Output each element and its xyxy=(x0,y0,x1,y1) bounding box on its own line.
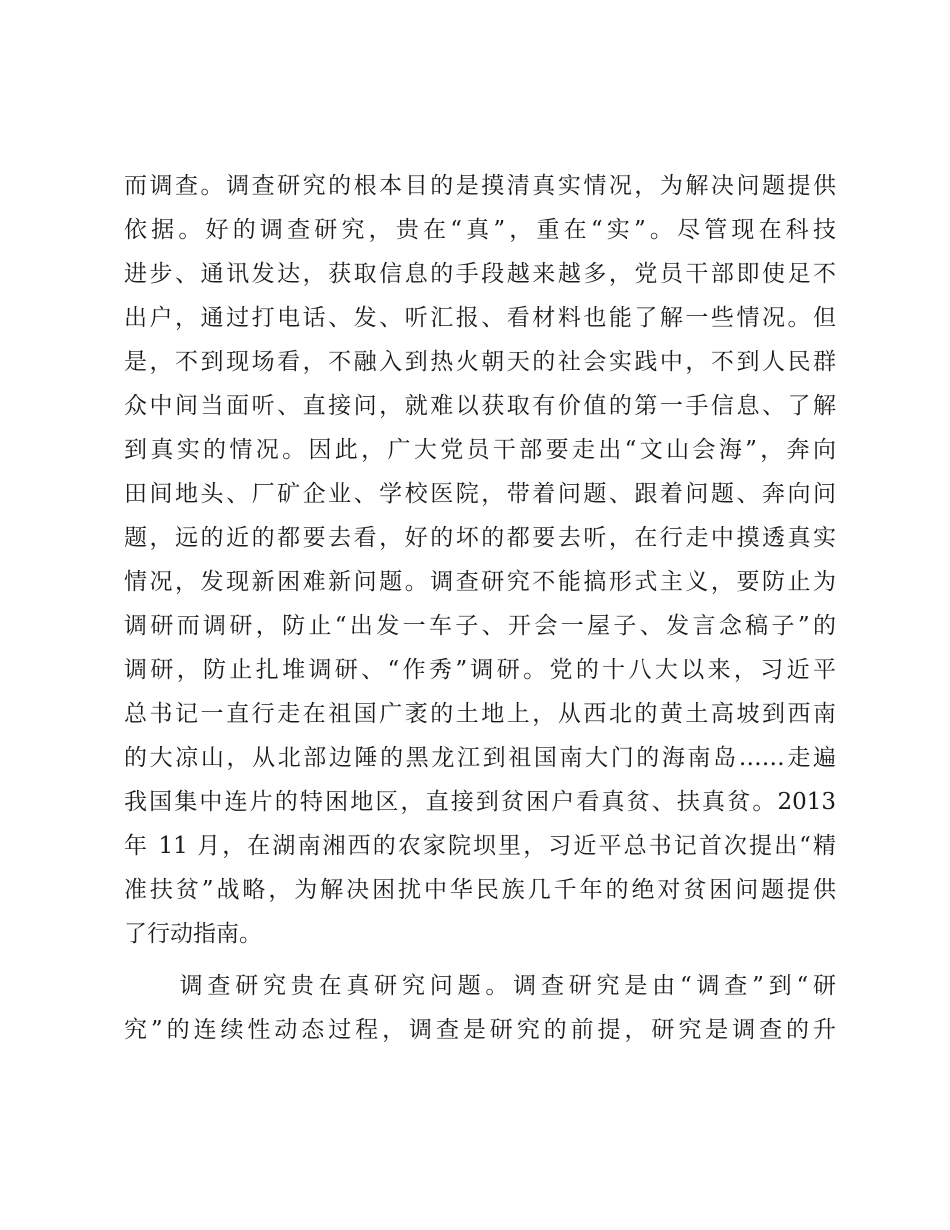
paragraph-line: 情况，发现新困难新问题。调查研究不能搞形式主义，要防止为 xyxy=(124,569,836,595)
paragraph-spacing xyxy=(124,956,836,964)
paragraph-line: 年 11 月，在湖南湘西的农家院坝里，习近平总书记首次提出“精 xyxy=(124,833,836,859)
paragraph-line: 总书记一直行走在祖国广袤的土地上，从西北的黄土高坡到西南 xyxy=(124,701,836,727)
paragraph-line: 田间地头、厂矿企业、学校医院，带着问题、跟着问题、奔向问 xyxy=(124,481,836,507)
paragraph-line: 调查研究贵在真研究问题。调查研究是由“调查”到“研 xyxy=(124,973,836,999)
paragraph-line: 准扶贫”战略，为解决困扰中华民族几千年的绝对贫困问题提供 xyxy=(124,877,836,903)
paragraph-1 xyxy=(124,164,836,956)
paragraph-line: 进步、通讯发达，获取信息的手段越来越多，党员干部即使足不 xyxy=(124,261,836,287)
paragraph-line: 出户，通过打电话、发、听汇报、看材料也能了解一些情况。但 xyxy=(124,305,836,331)
paragraph-line: 题，远的近的都要去看，好的坏的都要去听，在行走中摸透真实 xyxy=(124,525,836,551)
paragraph-line: 众中间当面听、直接问，就难以获取有价值的第一手信息、了解 xyxy=(124,393,836,419)
paragraph-line: 是，不到现场看，不融入到热火朝天的社会实践中，不到人民群 xyxy=(124,349,836,375)
paragraph-line: 调研，防止扎堆调研、“作秀”调研。党的十八大以来，习近平 xyxy=(124,657,836,683)
paragraph-2 xyxy=(124,964,836,1052)
paragraph-line: 依据。好的调查研究，贵在“真”，重在“实”。尽管现在科技 xyxy=(124,217,836,243)
paragraph-line: 到真实的情况。因此，广大党员干部要走出“文山会海”，奔向 xyxy=(124,437,836,463)
paragraph-line: 而调查。调查研究的根本目的是摸清真实情况，为解决问题提供 xyxy=(124,173,836,199)
document-body xyxy=(124,164,836,1052)
paragraph-line: 了行动指南。 xyxy=(124,921,262,947)
paragraph-line: 究”的连续性动态过程，调查是研究的前提，研究是调查的升 xyxy=(124,1017,836,1043)
paragraph-line: 的大凉山，从北部边陲的黑龙江到祖国南大门的海南岛……走遍 xyxy=(124,745,836,771)
paragraph-line: 调研而调研，防止“出发一车子、开会一屋子、发言念稿子”的 xyxy=(124,613,836,639)
paragraph-line: 我国集中连片的特困地区，直接到贫困户看真贫、扶真贫。2013 xyxy=(124,789,836,815)
